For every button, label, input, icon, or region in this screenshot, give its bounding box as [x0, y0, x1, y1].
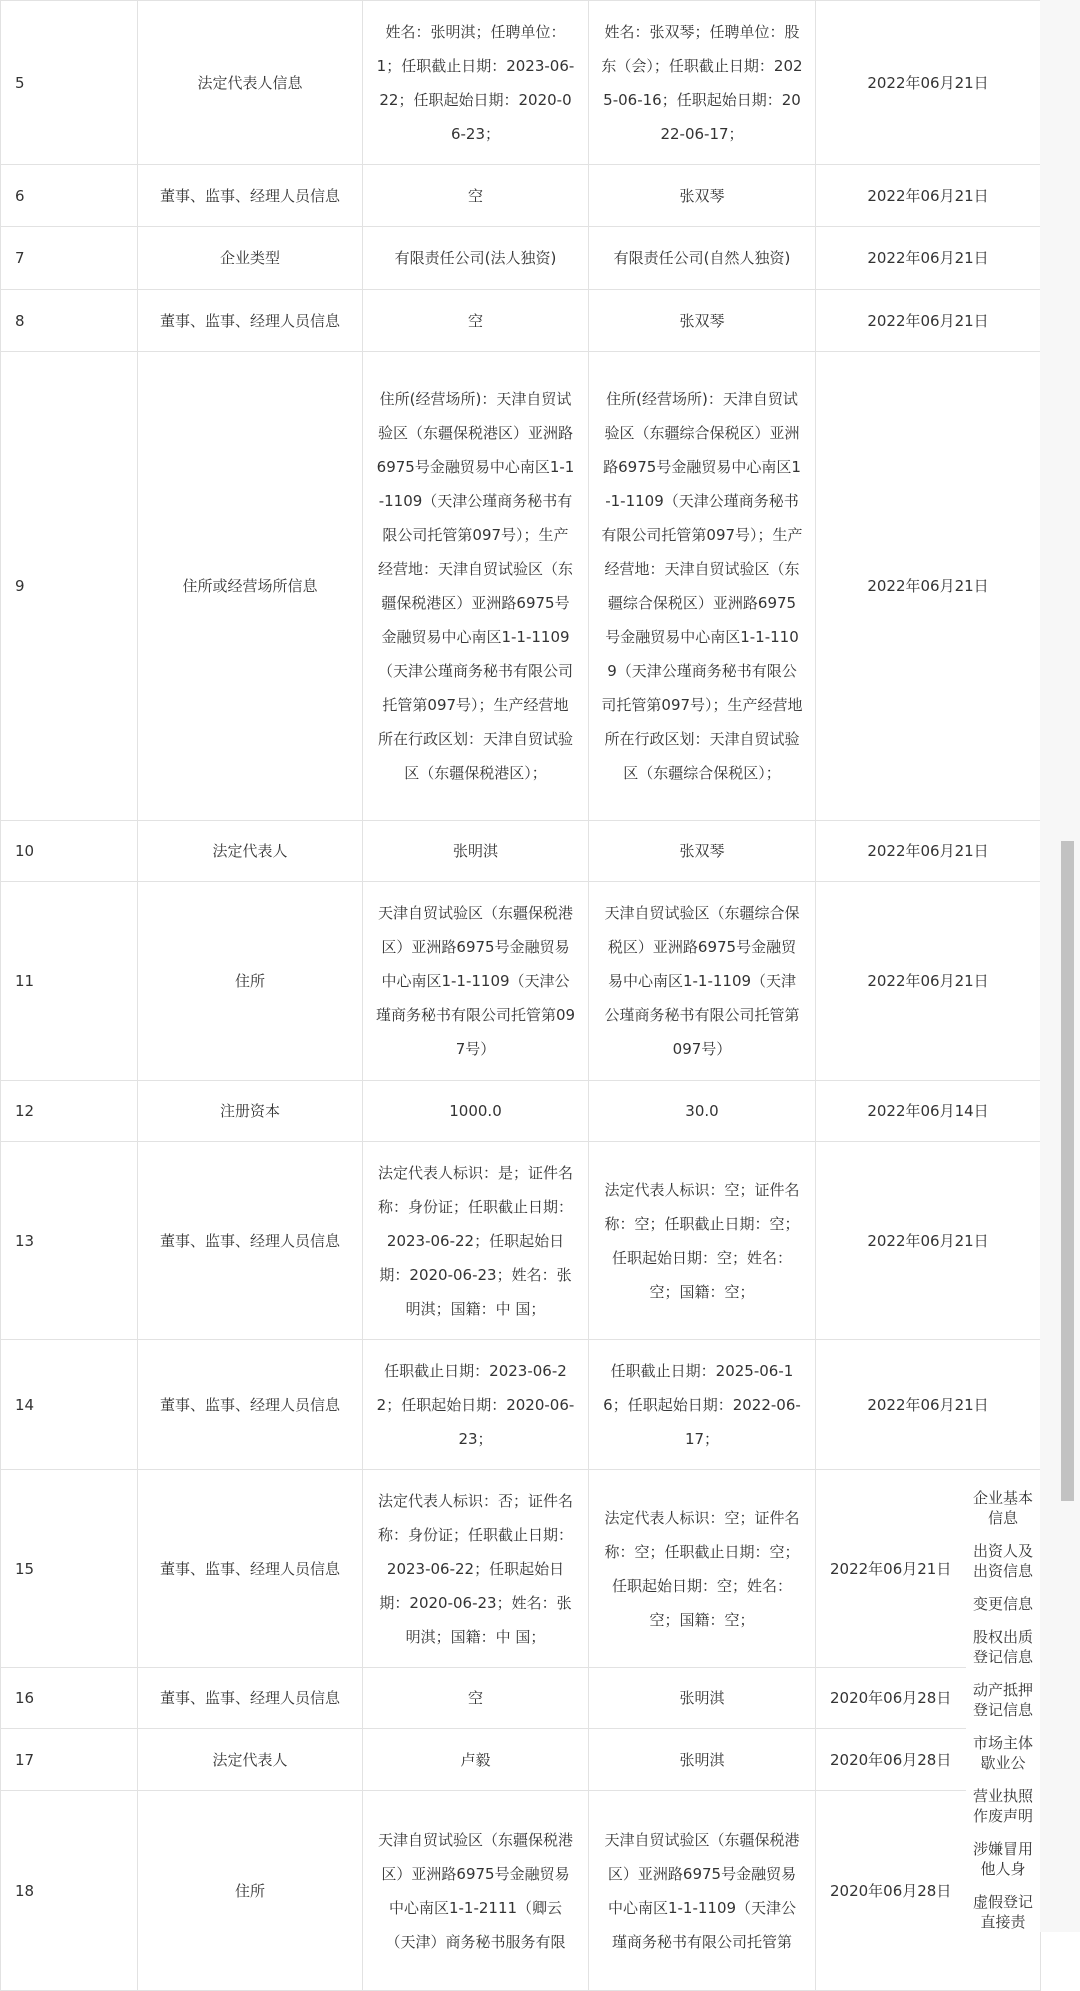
content-after: 住所(经营场所)：天津自贸试验区（东疆综合保税区）亚洲路6975号金融贸易中心南区1-1-1109（天津公瑾商务秘书有限公司托管第097号）；生产经营地：天津自贸试验区（东疆综合保税区）亚洲路6975号金融贸易中心南区1-1-1109（天津公瑾商务秘书有限公司托管第097号）；生产经营地所在行政区划：天津自贸试验区（东疆综合保税区）；: [589, 352, 816, 821]
change-item: 董事、监事、经理人员信息: [138, 1470, 363, 1668]
table-row: [1, 1142, 1041, 1340]
content-before: 住所(经营场所)：天津自贸试验区（东疆保税港区）亚洲路6975号金融贸易中心南区1-1-1109（天津公瑾商务秘书有限公司托管第097号）；生产经营地：天津自贸试验区（东疆保税港区）亚洲路6975号金融贸易中心南区1-1-1109（天津公瑾商务秘书有限公司托管第097号）；生产经营地所在行政区划：天津自贸试验区（东疆保税港区）；: [363, 352, 589, 821]
change-item: 企业类型: [138, 227, 363, 290]
content-after: 天津自贸试验区（东疆综合保税区）亚洲路6975号金融贸易中心南区1-1-1109（天津公瑾商务秘书有限公司托管第097号）: [589, 882, 816, 1081]
change-date: 2020年06月28日: [816, 1791, 1041, 1991]
change-item: 法定代表人: [138, 821, 363, 882]
content-before: 法定代表人标识：否；证件名称：身份证；任职截止日期：2023-06-22；任职起始日期：2020-06-23；姓名：张明淇；国籍：中 国；: [363, 1470, 589, 1668]
row-number: 18: [1, 1791, 138, 1991]
side-nav-item[interactable]: 变更信息: [972, 1595, 1033, 1613]
change-item: 董事、监事、经理人员信息: [138, 1668, 363, 1729]
content-after: 法定代表人标识：空；证件名称：空；任职截止日期：空；任职起始日期：空；姓名：空；国籍：空；: [589, 1142, 816, 1340]
content-before: 卢毅: [363, 1729, 589, 1791]
content-after: 法定代表人标识：空；证件名称：空；任职截止日期：空；任职起始日期：空；姓名：空；国籍：空；: [589, 1470, 816, 1668]
content-after: 30.0: [589, 1081, 816, 1142]
side-nav-item[interactable]: 动产抵押登记信息: [972, 1681, 1033, 1719]
table-row: [1, 821, 1041, 882]
table-row: [1, 165, 1041, 227]
side-nav-item[interactable]: 企业基本信息: [972, 1489, 1033, 1527]
change-date: 2022年06月21日: [816, 290, 1041, 352]
row-number: 16: [1, 1668, 138, 1729]
change-item: 董事、监事、经理人员信息: [138, 1142, 363, 1340]
change-item: 住所或经营场所信息: [138, 352, 363, 821]
content-before: 天津自贸试验区（东疆保税港区）亚洲路6975号金融贸易中心南区1-1-2111（卿云（天津）商务秘书服务有限: [363, 1791, 589, 1991]
content-before: 有限责任公司(法人独资): [363, 227, 589, 290]
table-row: [1, 1340, 1041, 1470]
content-before: 天津自贸试验区（东疆保税港区）亚洲路6975号金融贸易中心南区1-1-1109（天津公瑾商务秘书有限公司托管第097号）: [363, 882, 589, 1081]
table-row: [1, 1, 1041, 165]
content-before: 任职截止日期：2023-06-22；任职起始日期：2020-06-23；: [363, 1340, 589, 1470]
row-number: 7: [1, 227, 138, 290]
change-date: 2022年06月21日: [816, 1, 1041, 165]
content-before: 1000.0: [363, 1081, 589, 1142]
row-number: 10: [1, 821, 138, 882]
change-item: 董事、监事、经理人员信息: [138, 165, 363, 227]
side-nav-item[interactable]: 营业执照作废声明: [972, 1787, 1033, 1825]
change-item: 法定代表人信息: [138, 1, 363, 165]
content-before: 空: [363, 1668, 589, 1729]
change-item: 注册资本: [138, 1081, 363, 1142]
row-number: 15: [1, 1470, 138, 1668]
content-after: 姓名：张双琴；任聘单位：股东（会）；任职截止日期：2025-06-16；任职起始日期：2022-06-17；: [589, 1, 816, 165]
row-number: 13: [1, 1142, 138, 1340]
table-row: [1, 882, 1041, 1081]
content-after: 张双琴: [589, 821, 816, 882]
content-after: 张明淇: [589, 1729, 816, 1791]
change-date: 2022年06月21日: [816, 882, 1041, 1081]
scrollbar-thumb[interactable]: [1061, 841, 1074, 1501]
row-number: 11: [1, 882, 138, 1081]
content-before: 姓名：张明淇；任聘单位：1；任职截止日期：2023-06-22；任职起始日期：2020-06-23；: [363, 1, 589, 165]
row-number: 5: [1, 1, 138, 165]
change-item: 法定代表人: [138, 1729, 363, 1791]
change-date: 2020年06月28日: [816, 1668, 1041, 1729]
row-number: 8: [1, 290, 138, 352]
content-after: 有限责任公司(自然人独资): [589, 227, 816, 290]
table-row: [1, 1729, 1041, 1791]
side-nav-panel: [966, 1488, 1040, 1932]
side-nav-item[interactable]: 出资人及出资信息: [972, 1542, 1033, 1580]
table-row: [1, 1470, 1041, 1668]
change-item: 住所: [138, 1791, 363, 1991]
side-nav-item[interactable]: 虚假登记直接责: [972, 1893, 1033, 1931]
content-after: 张明淇: [589, 1668, 816, 1729]
change-date: 2022年06月21日: [816, 1470, 1041, 1668]
table-row: [1, 1791, 1041, 1991]
content-before: 空: [363, 165, 589, 227]
change-date: 2022年06月21日: [816, 227, 1041, 290]
row-number: 17: [1, 1729, 138, 1791]
change-date: 2022年06月14日: [816, 1081, 1041, 1142]
table-row: [1, 1081, 1041, 1142]
table-row: [1, 227, 1041, 290]
content-after: 任职截止日期：2025-06-16；任职起始日期：2022-06-17；: [589, 1340, 816, 1470]
row-number: 12: [1, 1081, 138, 1142]
side-nav-item[interactable]: 股权出质登记信息: [972, 1628, 1033, 1666]
content-after: 张双琴: [589, 290, 816, 352]
content-after: 张双琴: [589, 165, 816, 227]
row-number: 14: [1, 1340, 138, 1470]
change-date: 2022年06月21日: [816, 165, 1041, 227]
change-date: 2020年06月28日: [816, 1729, 1041, 1791]
content-before: 张明淇: [363, 821, 589, 882]
change-date: 2022年06月21日: [816, 352, 1041, 821]
change-date: 2022年06月21日: [816, 1340, 1041, 1470]
scrollbar[interactable]: [1040, 0, 1080, 1932]
change-date: 2022年06月21日: [816, 821, 1041, 882]
change-item: 住所: [138, 882, 363, 1081]
side-nav-item[interactable]: 涉嫌冒用他人身: [972, 1840, 1033, 1878]
row-number: 6: [1, 165, 138, 227]
table-row: [1, 352, 1041, 821]
side-nav-item[interactable]: 市场主体歇业公: [972, 1734, 1033, 1772]
change-item: 董事、监事、经理人员信息: [138, 1340, 363, 1470]
table-row: [1, 290, 1041, 352]
content-before: 法定代表人标识：是；证件名称：身份证；任职截止日期：2023-06-22；任职起始日期：2020-06-23；姓名：张明淇；国籍：中 国；: [363, 1142, 589, 1340]
change-item: 董事、监事、经理人员信息: [138, 290, 363, 352]
table-row: [1, 1668, 1041, 1729]
content-before: 空: [363, 290, 589, 352]
change-date: 2022年06月21日: [816, 1142, 1041, 1340]
content-after: 天津自贸试验区（东疆保税港区）亚洲路6975号金融贸易中心南区1-1-1109（天津公瑾商务秘书有限公司托管第: [589, 1791, 816, 1991]
row-number: 9: [1, 352, 138, 821]
